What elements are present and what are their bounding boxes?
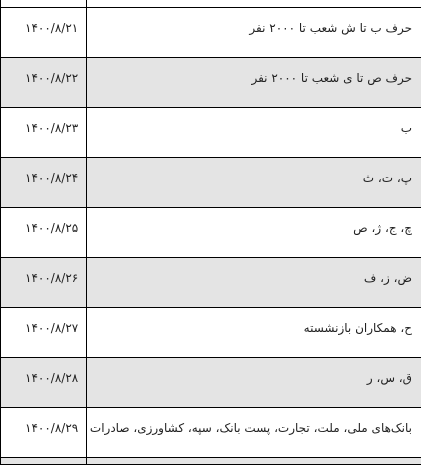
description-cell: ب xyxy=(87,108,421,158)
description-cell: چ، ج، ژ، ص xyxy=(87,208,421,258)
table-row xyxy=(1,108,421,158)
description-cell: حرف ب تا ش شعب تا ۲۰۰۰ نفر xyxy=(87,8,421,58)
date-cell: ۱۴۰۰/۸/۲۹ xyxy=(1,408,87,458)
table-row xyxy=(1,208,421,258)
date-cell: ۱۴۰۰/۸/۲۷ xyxy=(1,308,87,358)
description-cell: بانک‌های ملی، ملت، تجارت، پست بانک، سپه، کشاورزی، صادرات xyxy=(87,408,421,458)
description-cell: پ، ت، ث xyxy=(87,158,421,208)
table-row xyxy=(1,308,421,358)
table-row xyxy=(1,258,421,308)
table-row xyxy=(1,408,421,458)
date-cell xyxy=(1,0,87,8)
date-cell: ۱۴۰۰/۸/۲۵ xyxy=(1,208,87,258)
description-cell xyxy=(87,0,421,8)
date-cell: ۱۴۰۰/۸/۲۸ xyxy=(1,358,87,408)
table-row-partial-top xyxy=(1,0,421,8)
description-cell xyxy=(87,458,421,465)
table-row xyxy=(1,158,421,208)
description-cell: ح، همکاران بازنشسته xyxy=(87,308,421,358)
date-cell xyxy=(1,458,87,465)
date-cell: ۱۴۰۰/۸/۲۱ xyxy=(1,8,87,58)
date-cell: ۱۴۰۰/۸/۲۳ xyxy=(1,108,87,158)
table-row xyxy=(1,58,421,108)
date-cell: ۱۴۰۰/۸/۲۴ xyxy=(1,158,87,208)
date-cell: ۱۴۰۰/۸/۲۲ xyxy=(1,58,87,108)
description-cell: ق، س، ر xyxy=(87,358,421,408)
description-cell: ض، ز، ف xyxy=(87,258,421,308)
table-row-partial-bottom xyxy=(1,458,421,465)
table-row xyxy=(1,8,421,58)
table-row xyxy=(1,358,421,408)
description-cell: حرف ص تا ی شعب تا ۲۰۰۰ نفر xyxy=(87,58,421,108)
date-cell: ۱۴۰۰/۸/۲۶ xyxy=(1,258,87,308)
